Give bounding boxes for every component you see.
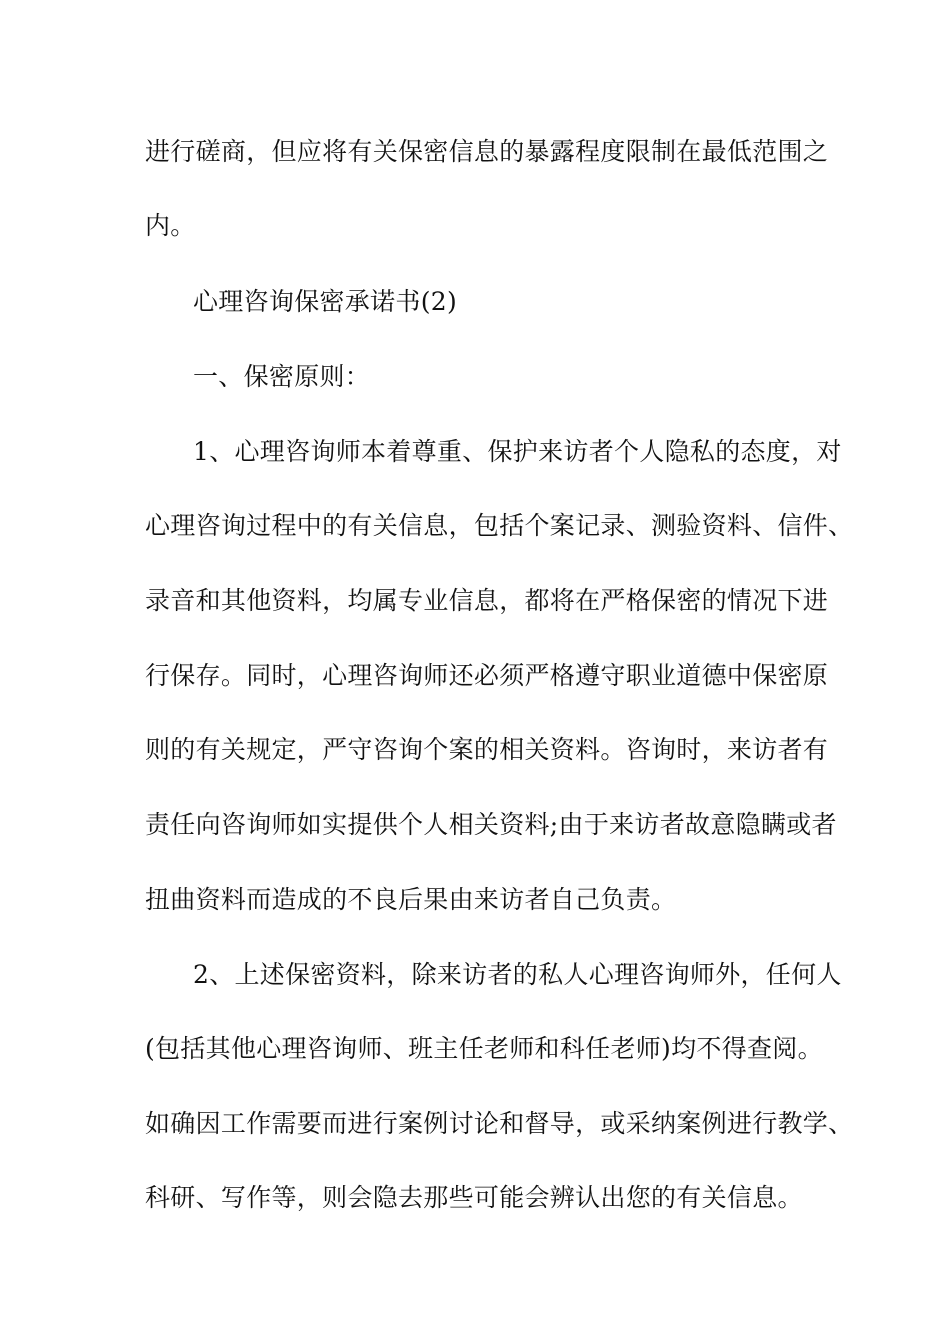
paragraph-2-line-1: 2、上述保密资料，除来访者的私人心理咨询师外，任何人	[193, 960, 842, 989]
text-line-1: 进行磋商，但应将有关保密信息的暴露程度限制在最低范围之	[145, 137, 829, 166]
paragraph-1-line-7: 扭曲资料而造成的不良后果由来访者自己负责。	[145, 885, 677, 914]
paragraph-1-line-2: 心理咨询过程中的有关信息，包括个案记录、测验资料、信件、	[145, 511, 854, 540]
paragraph-2-line-3: 如确因工作需要而进行案例讨论和督导，或采纳案例进行教学、	[145, 1109, 854, 1138]
paragraph-2-line-4: 科研、写作等，则会隐去那些可能会辨认出您的有关信息。	[145, 1183, 803, 1212]
paragraph-1-line-5: 则的有关规定，严守咨询个案的相关资料。咨询时，来访者有	[145, 735, 829, 764]
text-line-2: 内。	[145, 211, 196, 240]
section-title: 心理咨询保密承诺书(2)	[193, 287, 458, 316]
section-heading: 一、保密原则：	[193, 362, 371, 391]
paragraph-1-line-4: 行保存。同时，心理咨询师还必须严格遵守职业道德中保密原	[145, 661, 829, 690]
paragraph-1-line-1: 1、心理咨询师本着尊重、保护来访者个人隐私的态度，对	[193, 437, 842, 466]
paragraph-2-line-2: (包括其他心理咨询师、班主任老师和科任老师)均不得查阅。	[145, 1034, 823, 1063]
paragraph-1-line-3: 录音和其他资料，均属专业信息，都将在严格保密的情况下进	[145, 586, 829, 615]
paragraph-1-line-6: 责任向咨询师如实提供个人相关资料;由于来访者故意隐瞒或者	[145, 810, 837, 839]
